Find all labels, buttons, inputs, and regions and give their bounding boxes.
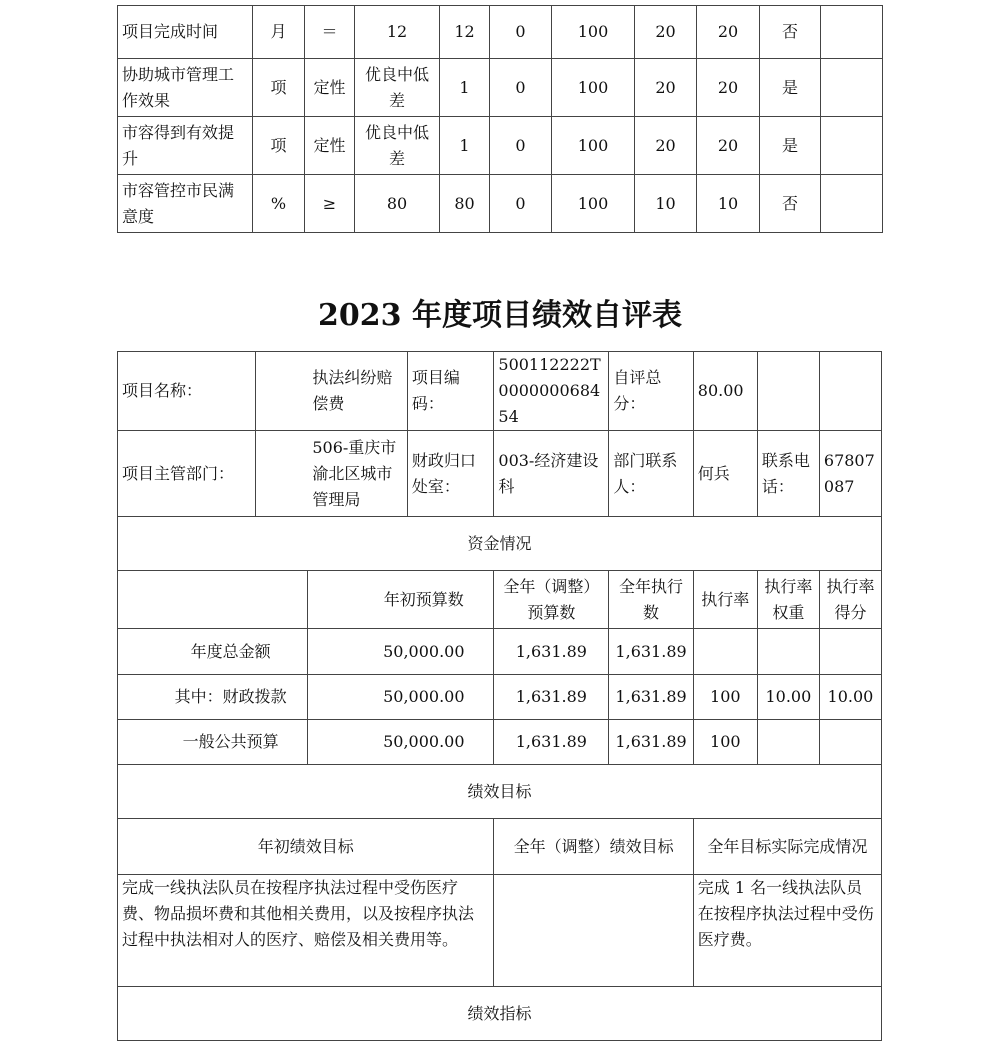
indicator-cell: 20	[697, 59, 760, 117]
goals-section-row	[118, 765, 882, 819]
dept: 506-重庆市渝北区城市管理局	[256, 431, 408, 517]
indicator-row	[118, 59, 883, 117]
indicator-cell: 0	[490, 6, 552, 59]
indicator-cell: 否	[760, 175, 821, 233]
indicator-cell: 是	[760, 117, 821, 175]
funds-value: 1,631.89	[494, 675, 609, 720]
indicator-cell: 定性	[305, 59, 355, 117]
indicator-cell: 100	[552, 117, 635, 175]
funds-value	[819, 720, 881, 765]
indicator-name: 市容得到有效提升	[118, 117, 253, 175]
funds-section-title: 资金情况	[118, 517, 882, 571]
dept-label: 项目主管部门：	[118, 431, 256, 517]
indicator-cell: 10	[697, 175, 760, 233]
indicator-cell: 项	[253, 117, 305, 175]
funds-row-label: 年度总金额	[118, 629, 308, 675]
goals-actual: 完成 1 名一线执法队员在按程序执法过程中受伤医疗费。	[693, 875, 881, 987]
indicator-cell: 1	[440, 117, 490, 175]
contact: 何兵	[693, 431, 757, 517]
funds-section-row	[118, 517, 882, 571]
indicator-cell: 100	[552, 59, 635, 117]
indicator-table-continued	[117, 5, 883, 233]
indicator-cell: 定性	[305, 117, 355, 175]
funds-header: 执行率得分	[819, 571, 881, 629]
funds-value: 1,631.89	[494, 629, 609, 675]
finance: 003-经济建设科	[494, 431, 609, 517]
funds-row	[118, 720, 882, 765]
funds-value: 50,000.00	[308, 720, 494, 765]
indicator-cell: 80	[440, 175, 490, 233]
goals-header-initial: 年初绩效目标	[118, 819, 494, 875]
department-row	[118, 431, 882, 517]
funds-value: 10.00	[819, 675, 881, 720]
project-code-label: 项目编码：	[407, 352, 493, 431]
funds-row-label: 一般公共预算	[118, 720, 308, 765]
indicator-cell: 1	[440, 59, 490, 117]
funds-value: 1,631.89	[494, 720, 609, 765]
funds-value: 10.00	[757, 675, 819, 720]
funds-row	[118, 629, 882, 675]
indicator-cell: 0	[490, 59, 552, 117]
funds-value: 100	[693, 720, 757, 765]
indicator-cell: ＝	[305, 6, 355, 59]
indicator-cell: 20	[635, 6, 697, 59]
evaluation-table	[117, 351, 882, 1041]
funds-value: 50,000.00	[308, 675, 494, 720]
page-title: 2023 年度项目绩效自评表	[318, 298, 682, 333]
indicator-cell: 月	[253, 6, 305, 59]
indicator-name: 协助城市管理工作效果	[118, 59, 253, 117]
funds-header: 全年（调整）预算数	[494, 571, 609, 629]
indicator-cell: 20	[635, 59, 697, 117]
funds-header: 执行率权重	[757, 571, 819, 629]
goals-content-row	[118, 875, 882, 987]
indicator-cell: %	[253, 175, 305, 233]
indicator-row	[118, 6, 883, 59]
finance-label: 财政归口处室：	[407, 431, 493, 517]
indicator-cell: 0	[490, 117, 552, 175]
indicator-cell: 优良中低差	[355, 59, 440, 117]
score-label: 自评总分：	[609, 352, 693, 431]
goals-header-row	[118, 819, 882, 875]
project-name-label: 项目名称：	[118, 352, 256, 431]
indicator-cell: 20	[635, 117, 697, 175]
indicator-cell: 否	[760, 6, 821, 59]
funds-value: 1,631.89	[609, 720, 693, 765]
goals-section-title: 绩效目标	[118, 765, 882, 819]
empty-cell	[118, 571, 308, 629]
indicator-cell: 12	[440, 6, 490, 59]
project-code: 500112222T000000068454	[494, 352, 609, 431]
indicator-cell: 优良中低差	[355, 117, 440, 175]
indicator-name: 项目完成时间	[118, 6, 253, 59]
project-name-row	[118, 352, 882, 431]
indicator-cell: 12	[355, 6, 440, 59]
empty-cell	[757, 352, 819, 431]
indicator-cell: 100	[552, 6, 635, 59]
indicator-cell: 20	[697, 6, 760, 59]
indicator-row	[118, 117, 883, 175]
funds-value: 100	[693, 675, 757, 720]
funds-row	[118, 675, 882, 720]
funds-value	[757, 629, 819, 675]
empty-cell	[819, 352, 881, 431]
indicators-section-title: 绩效指标	[118, 987, 882, 1041]
indicator-cell: ≥	[305, 175, 355, 233]
indicator-cell: 是	[760, 59, 821, 117]
goals-adjusted	[494, 875, 693, 987]
phone-label: 联系电话：	[757, 431, 819, 517]
indicator-cell	[821, 117, 883, 175]
funds-header: 执行率	[693, 571, 757, 629]
indicator-cell: 80	[355, 175, 440, 233]
indicator-cell: 0	[490, 175, 552, 233]
indicator-cell	[821, 59, 883, 117]
funds-value	[819, 629, 881, 675]
funds-header-row	[118, 571, 882, 629]
indicators-section-row	[118, 987, 882, 1041]
project-name: 执法纠纷赔偿费	[256, 352, 408, 431]
phone: 67807087	[819, 431, 881, 517]
funds-value	[757, 720, 819, 765]
funds-row-label: 其中：财政拨款	[118, 675, 308, 720]
indicator-name: 市容管控市民满意度	[118, 175, 253, 233]
indicator-cell	[821, 175, 883, 233]
indicator-cell: 项	[253, 59, 305, 117]
indicator-cell: 20	[697, 117, 760, 175]
goals-header-actual: 全年目标实际完成情况	[693, 819, 881, 875]
goals-initial: 完成一线执法队员在按程序执法过程中受伤医疗费、物品损坏费和其他相关费用，以及按程序执法过程中执法相对人的医疗、赔偿及相关费用等。	[118, 875, 494, 987]
indicator-cell: 10	[635, 175, 697, 233]
indicator-row	[118, 175, 883, 233]
score: 80.00	[693, 352, 757, 431]
goals-header-adjusted: 全年（调整）绩效目标	[494, 819, 693, 875]
funds-header: 年初预算数	[308, 571, 494, 629]
indicator-cell	[821, 6, 883, 59]
funds-value	[693, 629, 757, 675]
contact-label: 部门联系人：	[609, 431, 693, 517]
funds-value: 1,631.89	[609, 629, 693, 675]
funds-value: 1,631.89	[609, 675, 693, 720]
funds-value: 50,000.00	[308, 629, 494, 675]
indicator-cell: 100	[552, 175, 635, 233]
funds-header: 全年执行数	[609, 571, 693, 629]
